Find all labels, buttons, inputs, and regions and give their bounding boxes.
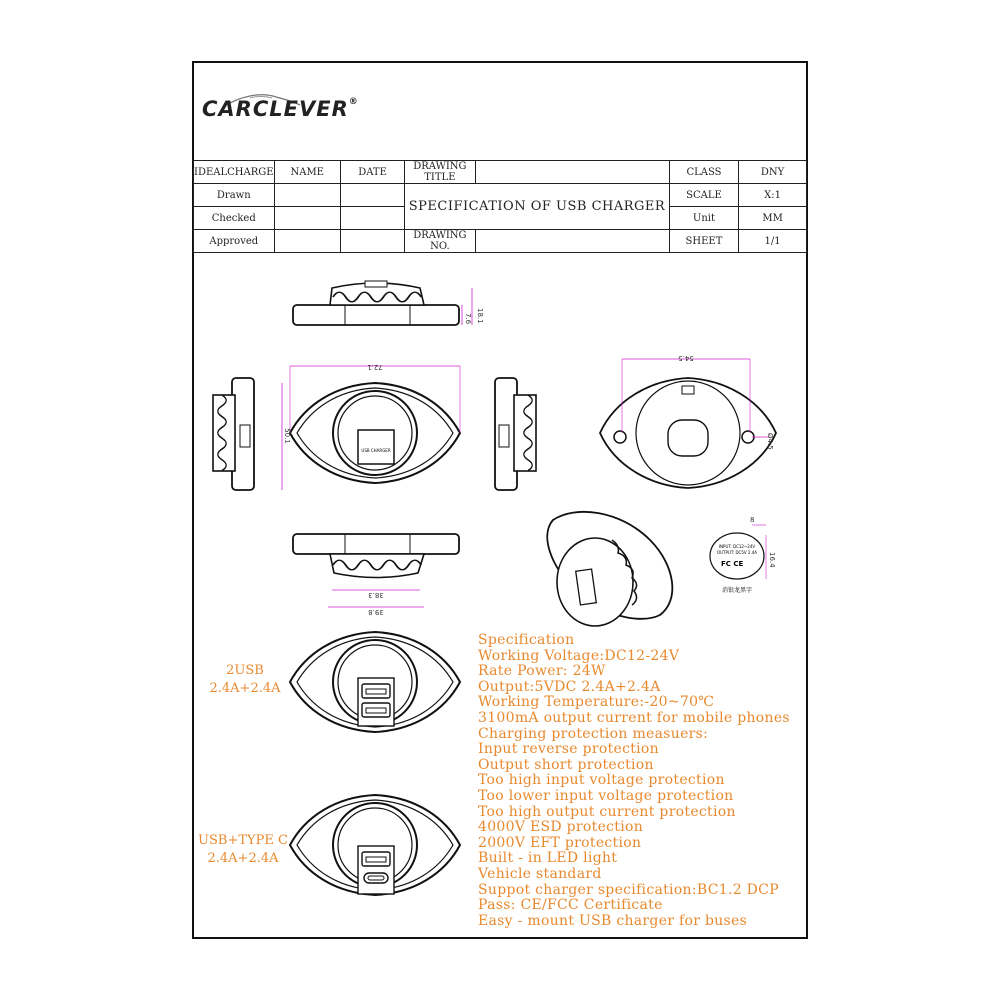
spec-line: 2000V EFT protection (478, 834, 642, 851)
drawn-label: Drawn (194, 184, 275, 207)
class-label: CLASS (669, 161, 738, 184)
spec-line: 3100mA output current for mobile phones (478, 709, 790, 726)
side-view-bottom (293, 534, 459, 616)
dim-height: 50.1 (283, 428, 291, 444)
label-line-1: INPUT: DC12~24V (718, 544, 756, 549)
variant-2usb-label: 2USB 2.4A+2.4A (209, 663, 281, 696)
dim-hole-spacing: 54.5 (678, 354, 694, 362)
spec-line: Suppot charger specification:BC1.2 DCP (478, 881, 779, 898)
back-view (600, 354, 776, 488)
label-sticker (710, 516, 776, 594)
spec-line: Pass: CE/FCC Certificate (478, 897, 663, 914)
dim-width: 72.1 (367, 363, 383, 371)
fcc-ce-marks: FC CE (721, 560, 744, 568)
dim-bottom-outer: 39.8 (368, 608, 384, 616)
variant-usb-typec-label: USB+TYPE C 2.4A+2.4A (198, 833, 288, 866)
spec-line: Output short protection (478, 756, 654, 773)
spec-line: Built - in LED light (478, 850, 618, 867)
label-caption: 消银龙黑字 (721, 587, 753, 594)
sheet-label: SHEET (669, 230, 738, 253)
side-view-top (293, 281, 484, 325)
drawing-title: SPECIFICATION OF USB CHARGER (405, 184, 670, 230)
isometric-view (547, 512, 672, 626)
spec-line: Rate Power: 24W (478, 663, 606, 680)
variant-2usb-drawing (290, 632, 460, 732)
specification-list (478, 633, 790, 929)
approved-label: Approved (194, 230, 275, 253)
usb-charger-label: USB CHARGER (361, 448, 391, 453)
side-view-left (213, 378, 254, 490)
drawing-title-label: DRAWING TITLE (405, 161, 475, 184)
spec-line: Working Temperature:-20~70℃ (478, 694, 715, 711)
front-view (282, 363, 460, 490)
company-cell: IDEALCHARGE (194, 161, 275, 184)
spec-line: Output:5VDC 2.4A+2.4A (478, 678, 661, 695)
class-value: DNY (739, 161, 807, 184)
spec-line: Charging protection measuers: (478, 725, 709, 742)
spec-line: Input reverse protection (478, 741, 659, 758)
checked-label: Checked (194, 207, 275, 230)
spec-line: Vehicle standard (478, 865, 602, 882)
unit-label: Unit (669, 207, 738, 230)
scale-value: X:1 (739, 184, 807, 207)
dim-hole-diameter: Ø4.5 (766, 433, 774, 450)
unit-value: MM (739, 207, 807, 230)
scale-label: SCALE (669, 184, 738, 207)
drawing-no-label: DRAWING NO. (405, 230, 475, 253)
spec-line: Working Voltage:DC12-24V (478, 647, 680, 664)
date-header: DATE (340, 161, 404, 184)
label-line-2: OUTPUT: DC5V 2.4A (716, 550, 758, 555)
spec-line: Too lower input voltage protection (478, 787, 734, 804)
brand-logo: CARCLEVER® (202, 97, 359, 121)
spec-line: Too high input voltage protection (478, 772, 725, 789)
dim-label-height: 16.4 (768, 552, 776, 568)
spec-line: Too high output current protection (478, 803, 736, 820)
name-header: NAME (274, 161, 340, 184)
side-view-right (495, 378, 536, 490)
dim-bottom-inner: 38.3 (368, 591, 384, 599)
spec-line: 4000V ESD protection (478, 819, 644, 836)
variant-usb-typec-drawing (290, 795, 460, 895)
dim-base-height: 7.6 (464, 313, 472, 325)
sheet-value: 1/1 (739, 230, 807, 253)
dim-total-height: 18.1 (476, 308, 484, 324)
dim-label-width: 8 (750, 516, 755, 524)
spec-line: Easy - mount USB charger for buses (478, 912, 748, 929)
spec-line: Specification (478, 632, 575, 648)
